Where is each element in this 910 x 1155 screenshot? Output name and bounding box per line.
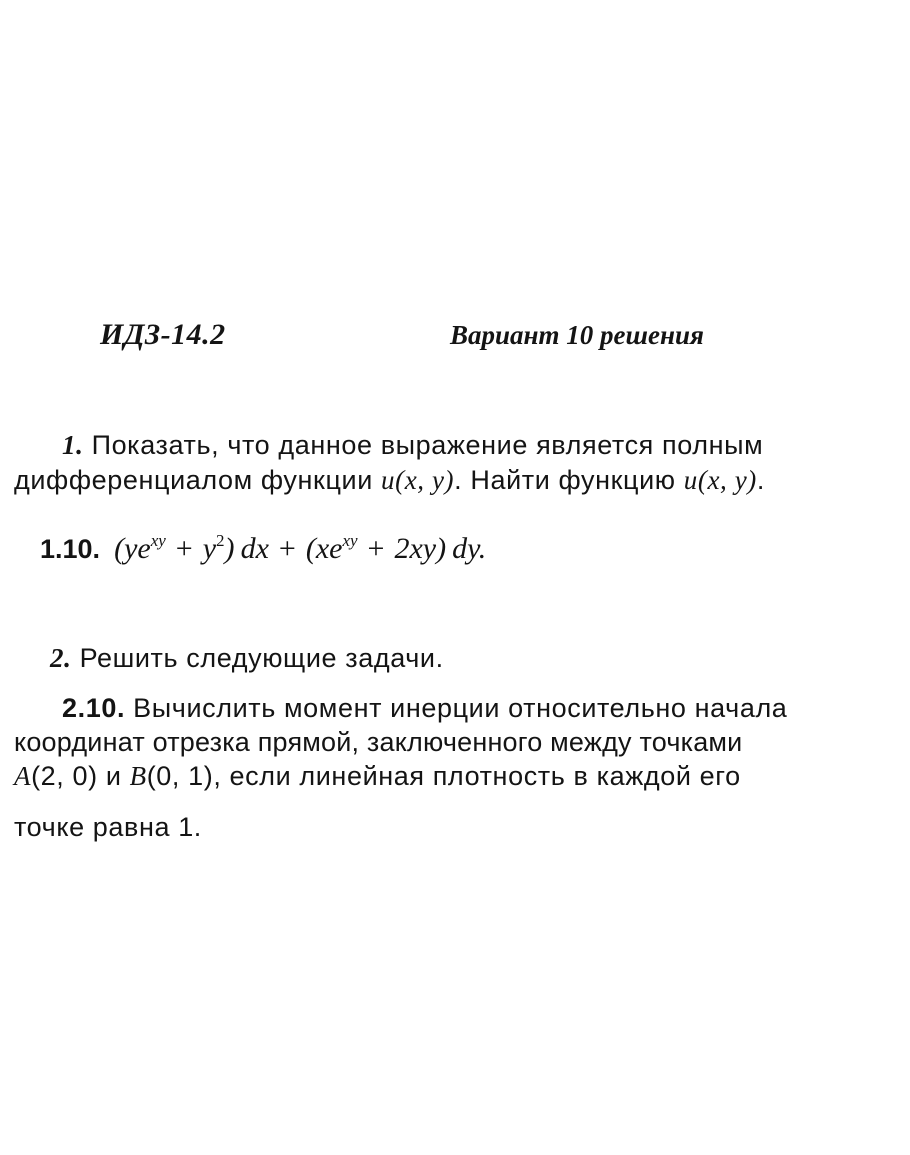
task1-text-line2: дифференциалом функции (14, 465, 373, 495)
function-u: u(x, y) (381, 465, 455, 495)
task2-10-text-line1: Вычислить момент инерции относительно начала (133, 693, 788, 723)
paren-open-1: ( (114, 532, 125, 565)
point-b: B (129, 761, 147, 791)
term-y: y (202, 532, 217, 565)
paren-open-2: ( (305, 532, 316, 565)
paren-close-1: ) (224, 532, 235, 565)
variant-title: Вариант 10 решения (450, 320, 704, 350)
term-dx: dx (240, 532, 269, 565)
term-dy: dy. (452, 532, 487, 565)
formula-label: 1.10. (40, 534, 101, 564)
term-2xy: 2xy (394, 532, 437, 565)
term-xe: xe (315, 532, 343, 565)
task2-10-text-line3: , если линейная плотность в каждой его (213, 761, 741, 791)
task1-line1 (62, 430, 763, 461)
paren-close-2: ) (436, 532, 447, 565)
function-u-2: u(x, y) (683, 465, 757, 495)
task1-text-line1: Показать, что данное выражение является полным (91, 430, 764, 460)
task2-10-line4 (14, 812, 202, 843)
task2-10-label: 2.10. (62, 693, 126, 723)
task1-end: . (756, 465, 766, 495)
task1-number: 1. (62, 430, 84, 460)
exp-2: 2 (216, 531, 225, 550)
plus-2: + (278, 532, 296, 565)
exp-xy-2: xy (342, 531, 358, 550)
point-a-coords: (2, 0) (31, 761, 98, 791)
formula-1-10 (40, 532, 486, 566)
plus-3: + (367, 532, 385, 565)
assignment-code: ИДЗ-14.2 (100, 318, 226, 351)
task2-10-text-line2: координат отрезка прямой, заключенного между точками (14, 727, 743, 757)
task2-text: Решить следующие задачи. (79, 643, 444, 673)
task2-number: 2. (50, 643, 72, 673)
task2-10-line3 (14, 761, 741, 792)
task1-sentence: . Найти функцию (454, 465, 676, 495)
task2-10-text-line4: точке равна 1. (14, 812, 202, 842)
task2-10-line2 (14, 727, 742, 758)
task2-line (50, 643, 444, 674)
plus-1: + (175, 532, 193, 565)
task1-line2 (14, 465, 765, 496)
exp-xy-1: xy (150, 531, 166, 550)
conj-and: и (105, 761, 122, 791)
term-ye: ye (124, 532, 151, 565)
point-a: A (14, 761, 32, 791)
task2-10-line1 (62, 693, 787, 724)
point-b-coords: (0, 1) (146, 761, 214, 791)
